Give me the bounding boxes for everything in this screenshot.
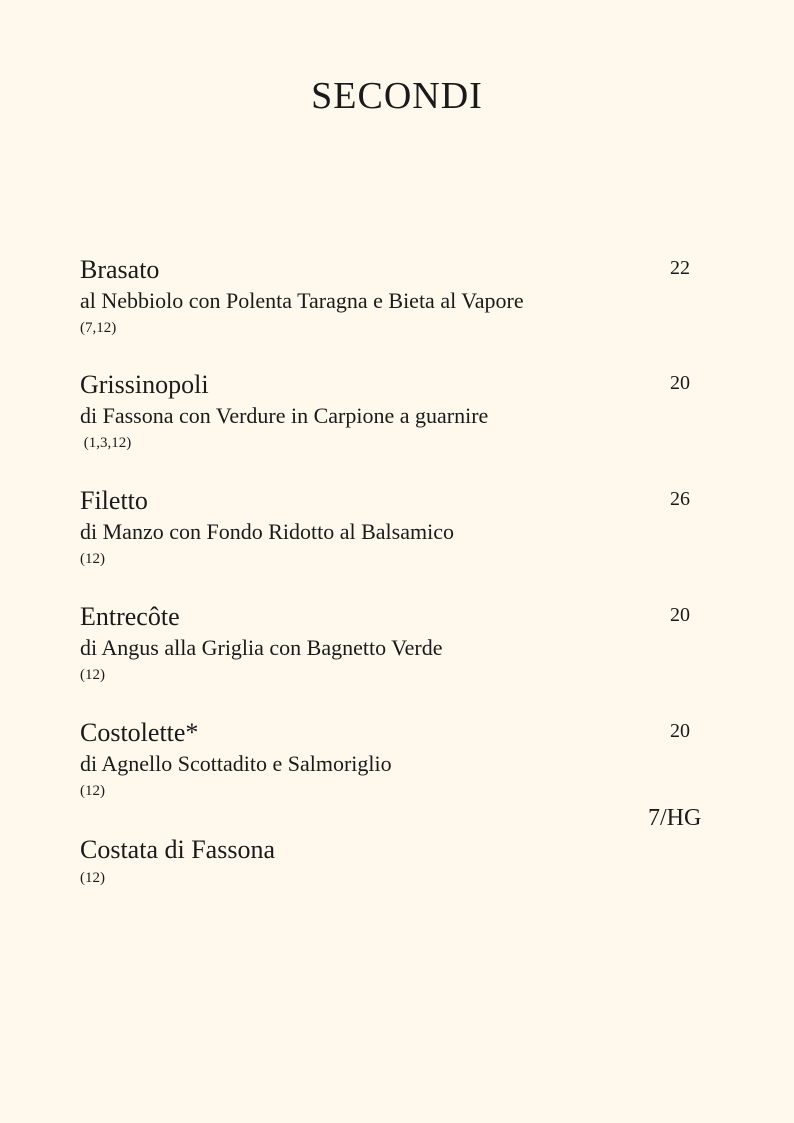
dish-description: di Angus alla Griglia con Bagnetto Verde: [80, 635, 443, 660]
menu-item-grissinopoli: [80, 369, 720, 455]
dish-price: 22: [670, 257, 690, 279]
dish-name: Grissinopoli: [80, 370, 209, 399]
dish-name: Brasato: [80, 255, 160, 284]
menu-item-filetto: [80, 485, 720, 571]
dish-allergens: (1,3,12): [80, 435, 132, 451]
dish-price: 20: [670, 604, 690, 626]
dish-price: 20: [670, 372, 690, 394]
menu-item-brasato: [80, 254, 720, 340]
dish-name: Filetto: [80, 486, 148, 515]
dish-price: 26: [670, 488, 690, 510]
dish-allergens: (7,12): [80, 320, 117, 336]
page-title: SECONDI: [311, 75, 483, 117]
dish-name: Entrecôte: [80, 602, 180, 631]
dish-name: Costolette*: [80, 718, 199, 747]
dish-price: 20: [670, 720, 690, 742]
dish-allergens: (12): [80, 870, 105, 886]
dish-description: al Nebbiolo con Polenta Taragna e Bieta al Vapore: [80, 288, 524, 313]
menu-item-costolette: [80, 717, 720, 803]
menu-item-entrecote: [80, 601, 720, 687]
dish-description: di Manzo con Fondo Ridotto al Balsamico: [80, 519, 454, 544]
dish-price: 7/HG: [648, 805, 702, 831]
dish-description: di Agnello Scottadito e Salmoriglio: [80, 751, 392, 776]
dish-allergens: (12): [80, 783, 105, 799]
dish-allergens: (12): [80, 551, 105, 567]
menu-item-costata-di-fassona: [80, 805, 720, 890]
dish-description: di Fassona con Verdure in Carpione a guarnire: [80, 403, 489, 428]
dish-name: Costata di Fassona: [80, 835, 275, 864]
dish-allergens: (12): [80, 667, 105, 683]
